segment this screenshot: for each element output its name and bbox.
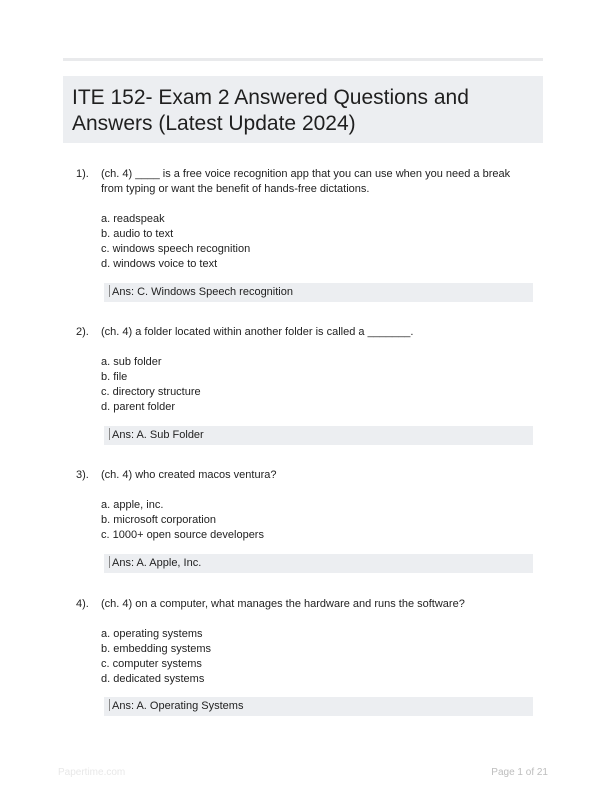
question-number: 1). (76, 168, 89, 180)
option: b. microsoft corporation (101, 514, 216, 526)
option: d. parent folder (101, 401, 175, 413)
option-list (101, 498, 264, 543)
option: c. 1000+ open source developers (101, 529, 264, 541)
answer-text: Ans: C. Windows Speech recognition (112, 286, 293, 298)
answer-marker (109, 428, 110, 440)
top-rule (63, 58, 543, 61)
option: c. windows speech recognition (101, 243, 251, 255)
option: d. windows voice to text (101, 258, 218, 270)
answer-box (104, 697, 533, 716)
option: a. apple, inc. (101, 499, 164, 511)
question-number: 4). (76, 598, 89, 610)
answer-marker (109, 556, 110, 568)
question-text: (ch. 4) who created macos ventura? (101, 469, 277, 481)
option: d. dedicated systems (101, 673, 205, 685)
option: b. audio to text (101, 228, 174, 240)
answer-text: Ans: A. Operating Systems (112, 700, 244, 712)
document-title: ITE 152- Exam 2 Answered Questions and Answers (Latest Update 2024) (72, 86, 469, 135)
option-list (101, 355, 201, 415)
page-number: Page 1 of 21 (491, 767, 548, 778)
answer-text: Ans: A. Apple, Inc. (112, 557, 202, 569)
footer-watermark: Papertime.com (58, 767, 126, 778)
title-block (63, 76, 543, 143)
option: b. embedding systems (101, 643, 212, 655)
option: b. file (101, 371, 128, 383)
answer-marker (109, 699, 110, 711)
question-text: (ch. 4) a folder located within another folder is called a _______. (101, 326, 414, 338)
option: c. computer systems (101, 658, 202, 670)
answer-box (104, 283, 533, 302)
question-text: (ch. 4) ____ is a free voice recognition app that you can use when you need a break from typing or want the benefit of hands-free dictations. (101, 168, 511, 195)
option-list (101, 627, 211, 687)
question-text: (ch. 4) on a computer, what manages the hardware and runs the software? (101, 598, 465, 610)
option: c. directory structure (101, 386, 201, 398)
question-number: 3). (76, 469, 89, 481)
option: a. sub folder (101, 356, 162, 368)
answer-marker (109, 285, 110, 297)
answer-box (104, 554, 533, 573)
answer-text: Ans: A. Sub Folder (112, 429, 204, 441)
answer-box (104, 426, 533, 445)
question-number: 2). (76, 326, 89, 338)
option: a. readspeak (101, 213, 165, 225)
option: a. operating systems (101, 628, 203, 640)
option-list (101, 212, 250, 272)
